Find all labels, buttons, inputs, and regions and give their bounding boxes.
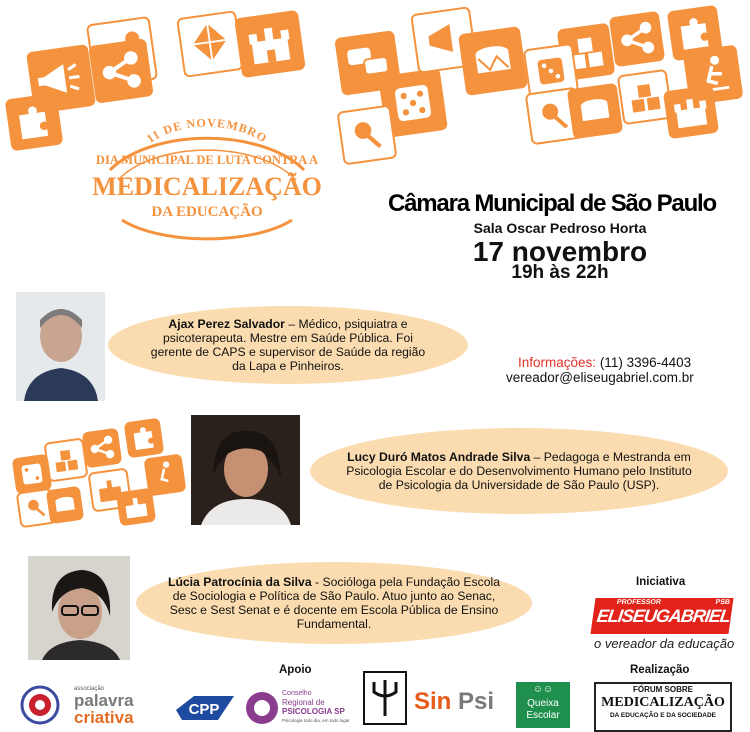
drum-tile2-icon — [567, 83, 623, 139]
realization-label: Realização — [630, 664, 690, 676]
speaker-bubble-lucia: Lúcia Patrocínia da Silva - Socióloga pela Fundação Escola de Sociologia e Política de São Paulo. Atuo junto ao Senac, Sesc e Sest Senat e é docente em Escola Pública de Ensino Fundamental. — [136, 562, 532, 644]
svg-text:11 DE NOVEMBRO — [144, 116, 270, 146]
venue-room: Sala Oscar Pedroso Horta — [473, 220, 647, 236]
castle-tile2-icon — [663, 85, 719, 139]
initiative-label: Iniciativa — [636, 576, 686, 588]
initiative-tagline: o vereador da educação — [594, 636, 735, 651]
stamp-line2: MEDICALIZAÇÃO — [92, 172, 322, 201]
eliseu-gabriel-logo: PROFESSOR ELISEUGABRIEL PSB — [590, 598, 733, 634]
speaker-name: Lucy Duró Matos Andrade Silva — [347, 450, 531, 464]
support-label: Apoio — [279, 664, 312, 676]
queixa-escolar-logo: ☺☺ Queixa Escolar — [516, 682, 570, 728]
speaker-photo-lucia — [28, 556, 130, 660]
speaker-photo-lucy — [191, 415, 300, 525]
stamp-date-arc: 11 DE NOVEMBRO — [143, 115, 271, 146]
contact-phone: Informações: (11) 3396-4403 — [518, 355, 692, 370]
pin-tile-icon — [337, 105, 398, 166]
drum-tile-icon — [458, 26, 528, 96]
sinpsi-logo: Sin Psi — [414, 688, 495, 715]
palavra-criativa-logo: associação palavra criativa — [74, 686, 134, 727]
speaker-name: Ajax Perez Salvador — [168, 317, 285, 331]
share-tile4-icon — [82, 428, 123, 469]
venue-title: Câmara Municipal de São Paulo — [388, 190, 716, 217]
forum-medicalizacao-logo: FÓRUM SOBRE MEDICALIZAÇÃO DA EDUCAÇÃO E DA SOCIEDADE — [594, 682, 732, 732]
castle-tile4-icon — [116, 488, 156, 527]
stamp-line1: DIA MUNICIPAL DE LUTA CONTRA A — [95, 153, 319, 167]
stamp-line3: DA EDUCAÇÃO — [151, 204, 263, 220]
speaker-bio: Socióloga pela Fundação Escola de Sociologia e Política de São Paulo. Atuo junto ao Senac, Sesc e Sest Senat e é docente em Escola Pública de Ensino Fundamental. — [169, 575, 500, 631]
speaker-bubble-ajax: Ajax Perez Salvador – Médico, psiquiatra e psicoterapeuta. Mestre em Saúde Pública. Foi gerente de CAPS e supervisor de Saúde da região da Lapa e Pinheiros. — [108, 306, 468, 384]
speaker-name: Lúcia Patrocínia da Silva — [168, 575, 312, 589]
speaker-photo-ajax — [16, 292, 105, 401]
puzzle-tile-icon — [5, 93, 64, 152]
cpp-logo — [174, 690, 236, 724]
speaker-bio: Médico, psiquiatra e psicoterapeuta. Mestre em Saúde Pública. Foi gerente de CAPS e supervisor de Saúde da região da Lapa e Pinheiros. — [150, 317, 426, 373]
speaker-bubble-lucy: Lucy Duró Matos Andrade Silva – Pedagoga e Mestranda em Psicologia Escolar e do Desenvolvimento Humano pelo Instituto de Psicologia da Universidade de São Paulo (USP). — [310, 428, 728, 514]
castle-tile-icon — [234, 10, 306, 78]
crp-sp-logo: Conselho Regional de PSICOLOGIA SP Psicologia todo dia, em todo lugar — [246, 690, 346, 728]
psychology-symbol-logo — [362, 670, 408, 726]
share-tile3-icon — [609, 11, 665, 67]
fonoaudiologia-logo — [16, 685, 64, 725]
event-stamp — [82, 92, 332, 252]
puzzle-tile3-icon — [124, 418, 165, 459]
svg-text:CPP: CPP — [188, 701, 220, 718]
event-date: 17 novembro — [472, 236, 648, 267]
drum-tile3-icon — [46, 486, 84, 524]
speaker-bio: Pedagoga e Mestranda em Psicologia Escolar e do Desenvolvimento Humano pelo Instituto de Psicologia da Universidade de São Paulo (USP). — [346, 450, 692, 492]
contact-email[interactable]: vereador@eliseugabriel.com.br — [506, 370, 694, 385]
contact-label: Informações: — [518, 355, 597, 370]
event-time: 19h às 22h — [511, 262, 609, 283]
